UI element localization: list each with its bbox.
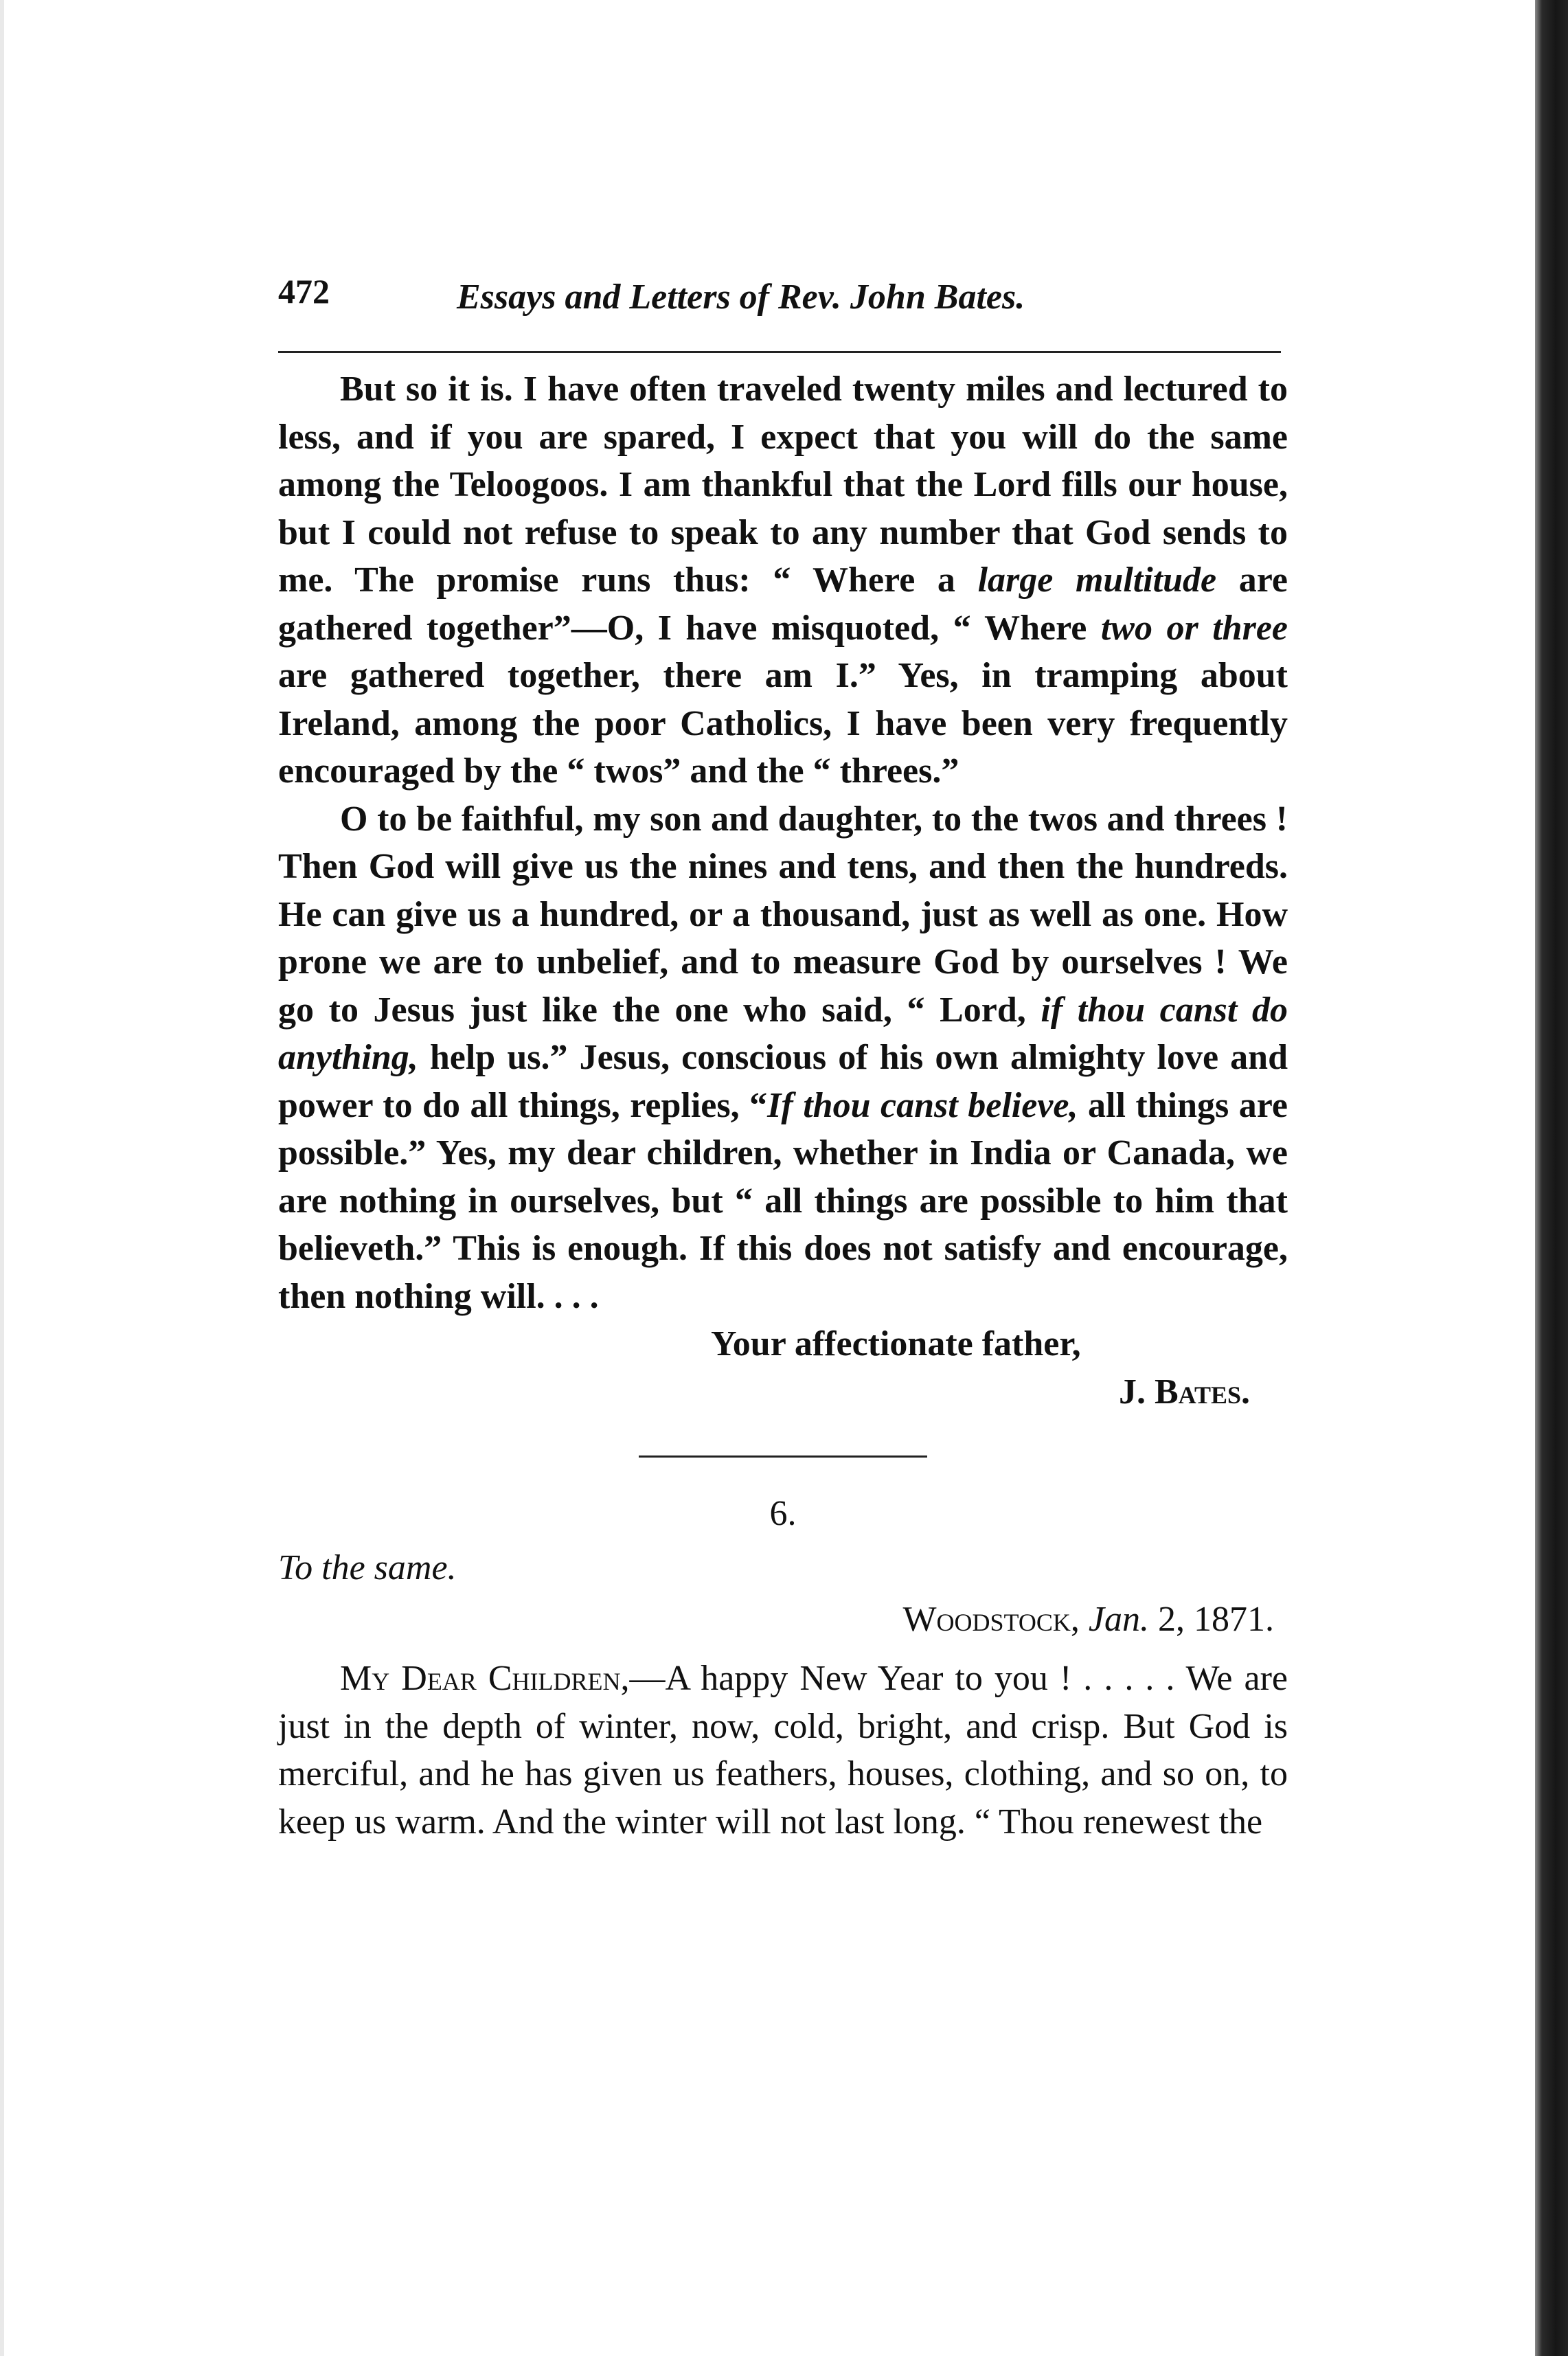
book-binding-edge [1535,0,1568,2356]
letter-dateline [278,1599,1288,1640]
page-number: 472 [278,272,330,310]
letter-5-paragraph-2 [278,795,1288,1321]
text-run: are gathered together”—O, I have misquoted, “ Where [278,560,1288,648]
page-left-edge [0,0,4,2356]
letter-number: 6. [769,1494,797,1533]
letter-salutation: My Dear Children, [340,1659,630,1698]
italic-run: if thou canst do anything, [278,990,1288,1077]
text-run: help us.” Jesus, conscious of his own almighty love and power to do all things, replies, “ [278,1038,1288,1125]
page-header [278,271,1288,319]
text-run: But so it is. I have often traveled twenty miles and lectured to less, and if you are spared, I expect that you will do the same among the Teloogoos. I am thankful that the Lord fills our house, but I could not refuse to speak to any number that God sends to me. The promise runs thus: “ Where a [278,370,1288,600]
letter-closing: Your affectionate father, [711,1324,1081,1363]
dateline-place: Woodstock, [902,1600,1080,1639]
dateline-rest: 2, 1871. [1149,1600,1274,1639]
section-divider [639,1455,927,1458]
letter-signature: J. Bates. [1118,1372,1250,1412]
italic-run: If thou canst believe, [767,1085,1078,1125]
italic-run: two or three [1100,608,1288,648]
text-run: are gathered together, there am I.” Yes, in tramping about Ireland, among the poor Catholics, I have been very frequently encouraged by the “ twos” and the “ threes.” [278,656,1288,791]
text-run: —A happy New Year to you ! . . . . . We are just in the depth of winter, now, cold, bright, and crisp. But God is merciful, and he has given us feathers, houses, clothing, and so on, to keep us warm. And the winter will not last long. “ Thou renewest the [278,1659,1288,1842]
running-title: Essays and Letters of Rev. John Bates. [457,277,1025,317]
letter-addressee: To the same. [278,1548,457,1587]
letter-6-paragraph-1 [278,1655,1288,1846]
header-rule [278,351,1281,353]
letter-5-body [278,365,1288,1416]
letter-5-paragraph-1 [278,365,1288,795]
book-page [278,271,1288,1846]
text-run: all things are possible.” Yes, my dear children, whether in India or Canada, we are nothing in ourselves, but “ all things are possible to him that believeth.” This is enough. If this does not satisfy and encourage, then nothing will. . . . [278,1085,1288,1316]
text-run: O to be faithful, my son and daughter, to the twos and threes ! Then God will give us the nines and tens, and then the hundreds. He can give us a hundred, or a thousand, just as well as one. How prone we are to unbelief, and to measure God by ourselves ! We go to Jesus just like the one who said, “ Lord, [278,799,1288,1030]
dateline-month: Jan. [1088,1600,1149,1639]
italic-run: large multitude [977,560,1217,600]
